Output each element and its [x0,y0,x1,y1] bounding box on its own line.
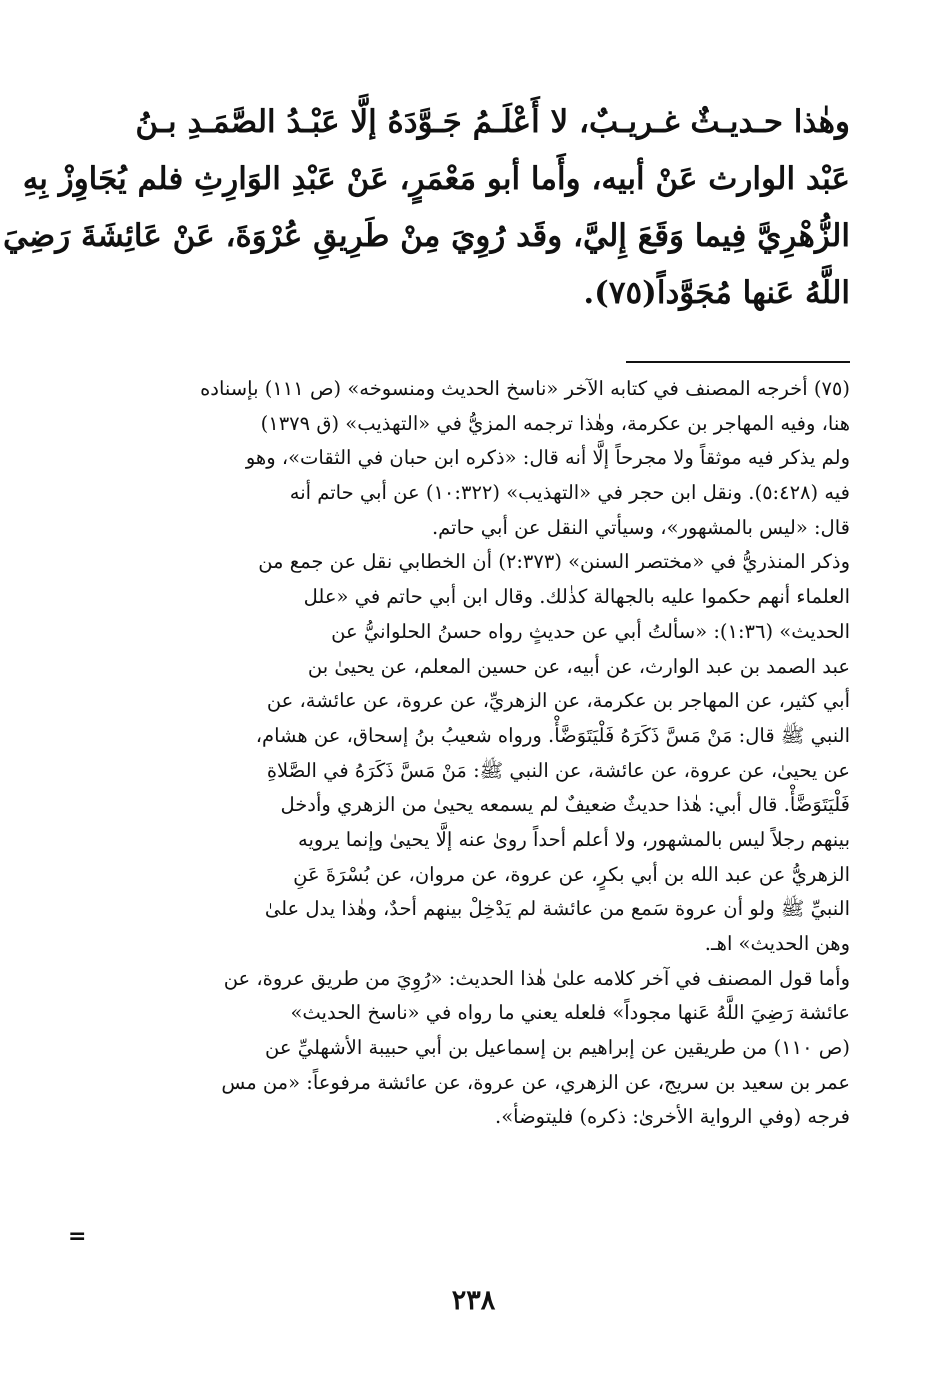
footnote-line: النبي ﷺ قال: مَنْ مَسَّ ذَكَرَهُ فَلْيَتَوَضَّأْ. ورواه شعيبُ بنُ إسحاق، عن هشام، [255,723,850,747]
footnote-line: (ص ١١٠) من طريقين عن إبراهيم بن إسماعيل بن أبي حبيبة الأشهليِّ عن [265,1036,850,1060]
main-text-block [3,94,850,322]
footnote-line: فيه (٥:٤٢٨). ونقل ابن حجر في «التهذيب» (١٠:٣٢٢) عن أبي حاتم أنه [289,481,850,505]
footnote-line: عائشة رَضِيَ اللَّهُ عَنها مجوداً» فلعله يعني ما رواه في «ناسخ الحديث» [290,1001,850,1025]
footnote-line: عمر بن سعيد بن سريج، عن الزهري، عن عروة، عن عائشة مرفوعاً: «من مس [221,1070,850,1094]
footnote-line: وهن الحديث» اهـ. [704,932,850,955]
footnote-line: (٧٥) أخرجه المصنف في كتابه الآخر «ناسخ الحديث ومنسوخه» (ص ١١١) بإسناده [200,377,850,400]
footnote-line: فَلْيَتَوَضَّأْ. قال أبي: هٰذا حديثٌ ضعيفٌ لم يسمعه يحيىٰ من الزهري وأدخل [280,793,850,817]
footnote-line: النبيِّ ﷺ ولو أن عروة سَمع من عائشة لم يَدْخِلْ بينهم أحدٌ، وهٰذا يدل علىٰ [264,897,850,921]
continuation-mark: = [68,1224,87,1249]
main-text-line: عَبْد الوارث عَنْ أبيه، وأَما أبو مَعْمَرٍ، عَنْ عَبْدِ الوَارِثِ فلم يُجَاوِزْ بِهِ [22,161,850,197]
footnote-line: عبد الصمد بن عبد الوارث، عن أبيه، عن حسين المعلم، عن يحيىٰ بن [307,654,850,678]
footnote-line: بينهم رجلاً ليس بالمشهور، ولا أعلم أحداً روىٰ عنه إلَّا يحيىٰ وإنما يرويه [298,827,850,851]
footnotes-block [100,372,850,1135]
footnote-line: ولم يذكر فيه موثقاً ولا مجرحاً إلَّا أنه قال: «ذكره ابن حبان في الثقات»، وهو [245,446,850,470]
footnote-line: قال: «ليس بالمشهور»، وسيأتي النقل عن أبي حاتم. [431,515,850,539]
footnote-line: الزهريُّ عن عبد الله بن أبي بكرٍ، عن عروة، عن مروان، عن بُسْرَةَ عَنِ [293,862,850,886]
main-text-line: الزُّهْرِيَّ فِيما وَقَعَ إِليَّ، وقَد رُوِيَ مِنْ طَرِيقِ عُرْوَةَ، عَنْ عَائِشَةَ رَضِيَ [3,218,850,254]
footnote-line: هنا، وفيه المهاجر بن عكرمة، وهٰذا ترجمه المزيُّ في «التهذيب» (ق ١٣٧٩) [260,411,850,435]
footnote-line: فرجه (وفي الرواية الأخرىٰ: ذكره) فليتوضأ». [495,1105,850,1129]
main-text-line: وهٰذا حـديـثٌ غـريـبٌ، لا أَعْلَـمُ جَـوَّدَهُ إلَّا عَبْـدُ الصَّمَـدِ بـنُ [135,104,850,140]
footnote-line: وأما قول المصنف في آخر كلامه علىٰ هٰذا الحديث: «رُوِيَ من طريق عروة، عن [223,966,850,990]
footnote-line: العلماء أنهم حكموا عليه بالجهالة كذٰلك. وقال ابن أبي حاتم في «علل [303,585,850,609]
page-number: ٢٣٨ [451,1285,496,1316]
footnote-line: أبي كثير، عن المهاجر بن عكرمة، عن الزهريِّ، عن عروة، عن عائشة، عن [266,689,850,713]
footnote-line: الحديث» (١:٣٦): «سألتُ أبي عن حديثٍ رواه حسنُ الحلوانيُّ عن [331,619,850,643]
footnote-divider [626,361,850,363]
footnote-line: وذكر المنذريُّ في «مختصر السنن» (٢:٣٧٣) أن الخطابي نقل عن جمع من [258,550,850,574]
main-text-line: اللَّهُ عَنها مُجَوَّداً(٧٥). [583,275,850,311]
footnote-line: عن يحيىٰ، عن عروة، عن عائشة، عن النبي ﷺ: مَنْ مَسَّ ذَكَرَهُ في الصَّلاةِ [266,758,850,782]
